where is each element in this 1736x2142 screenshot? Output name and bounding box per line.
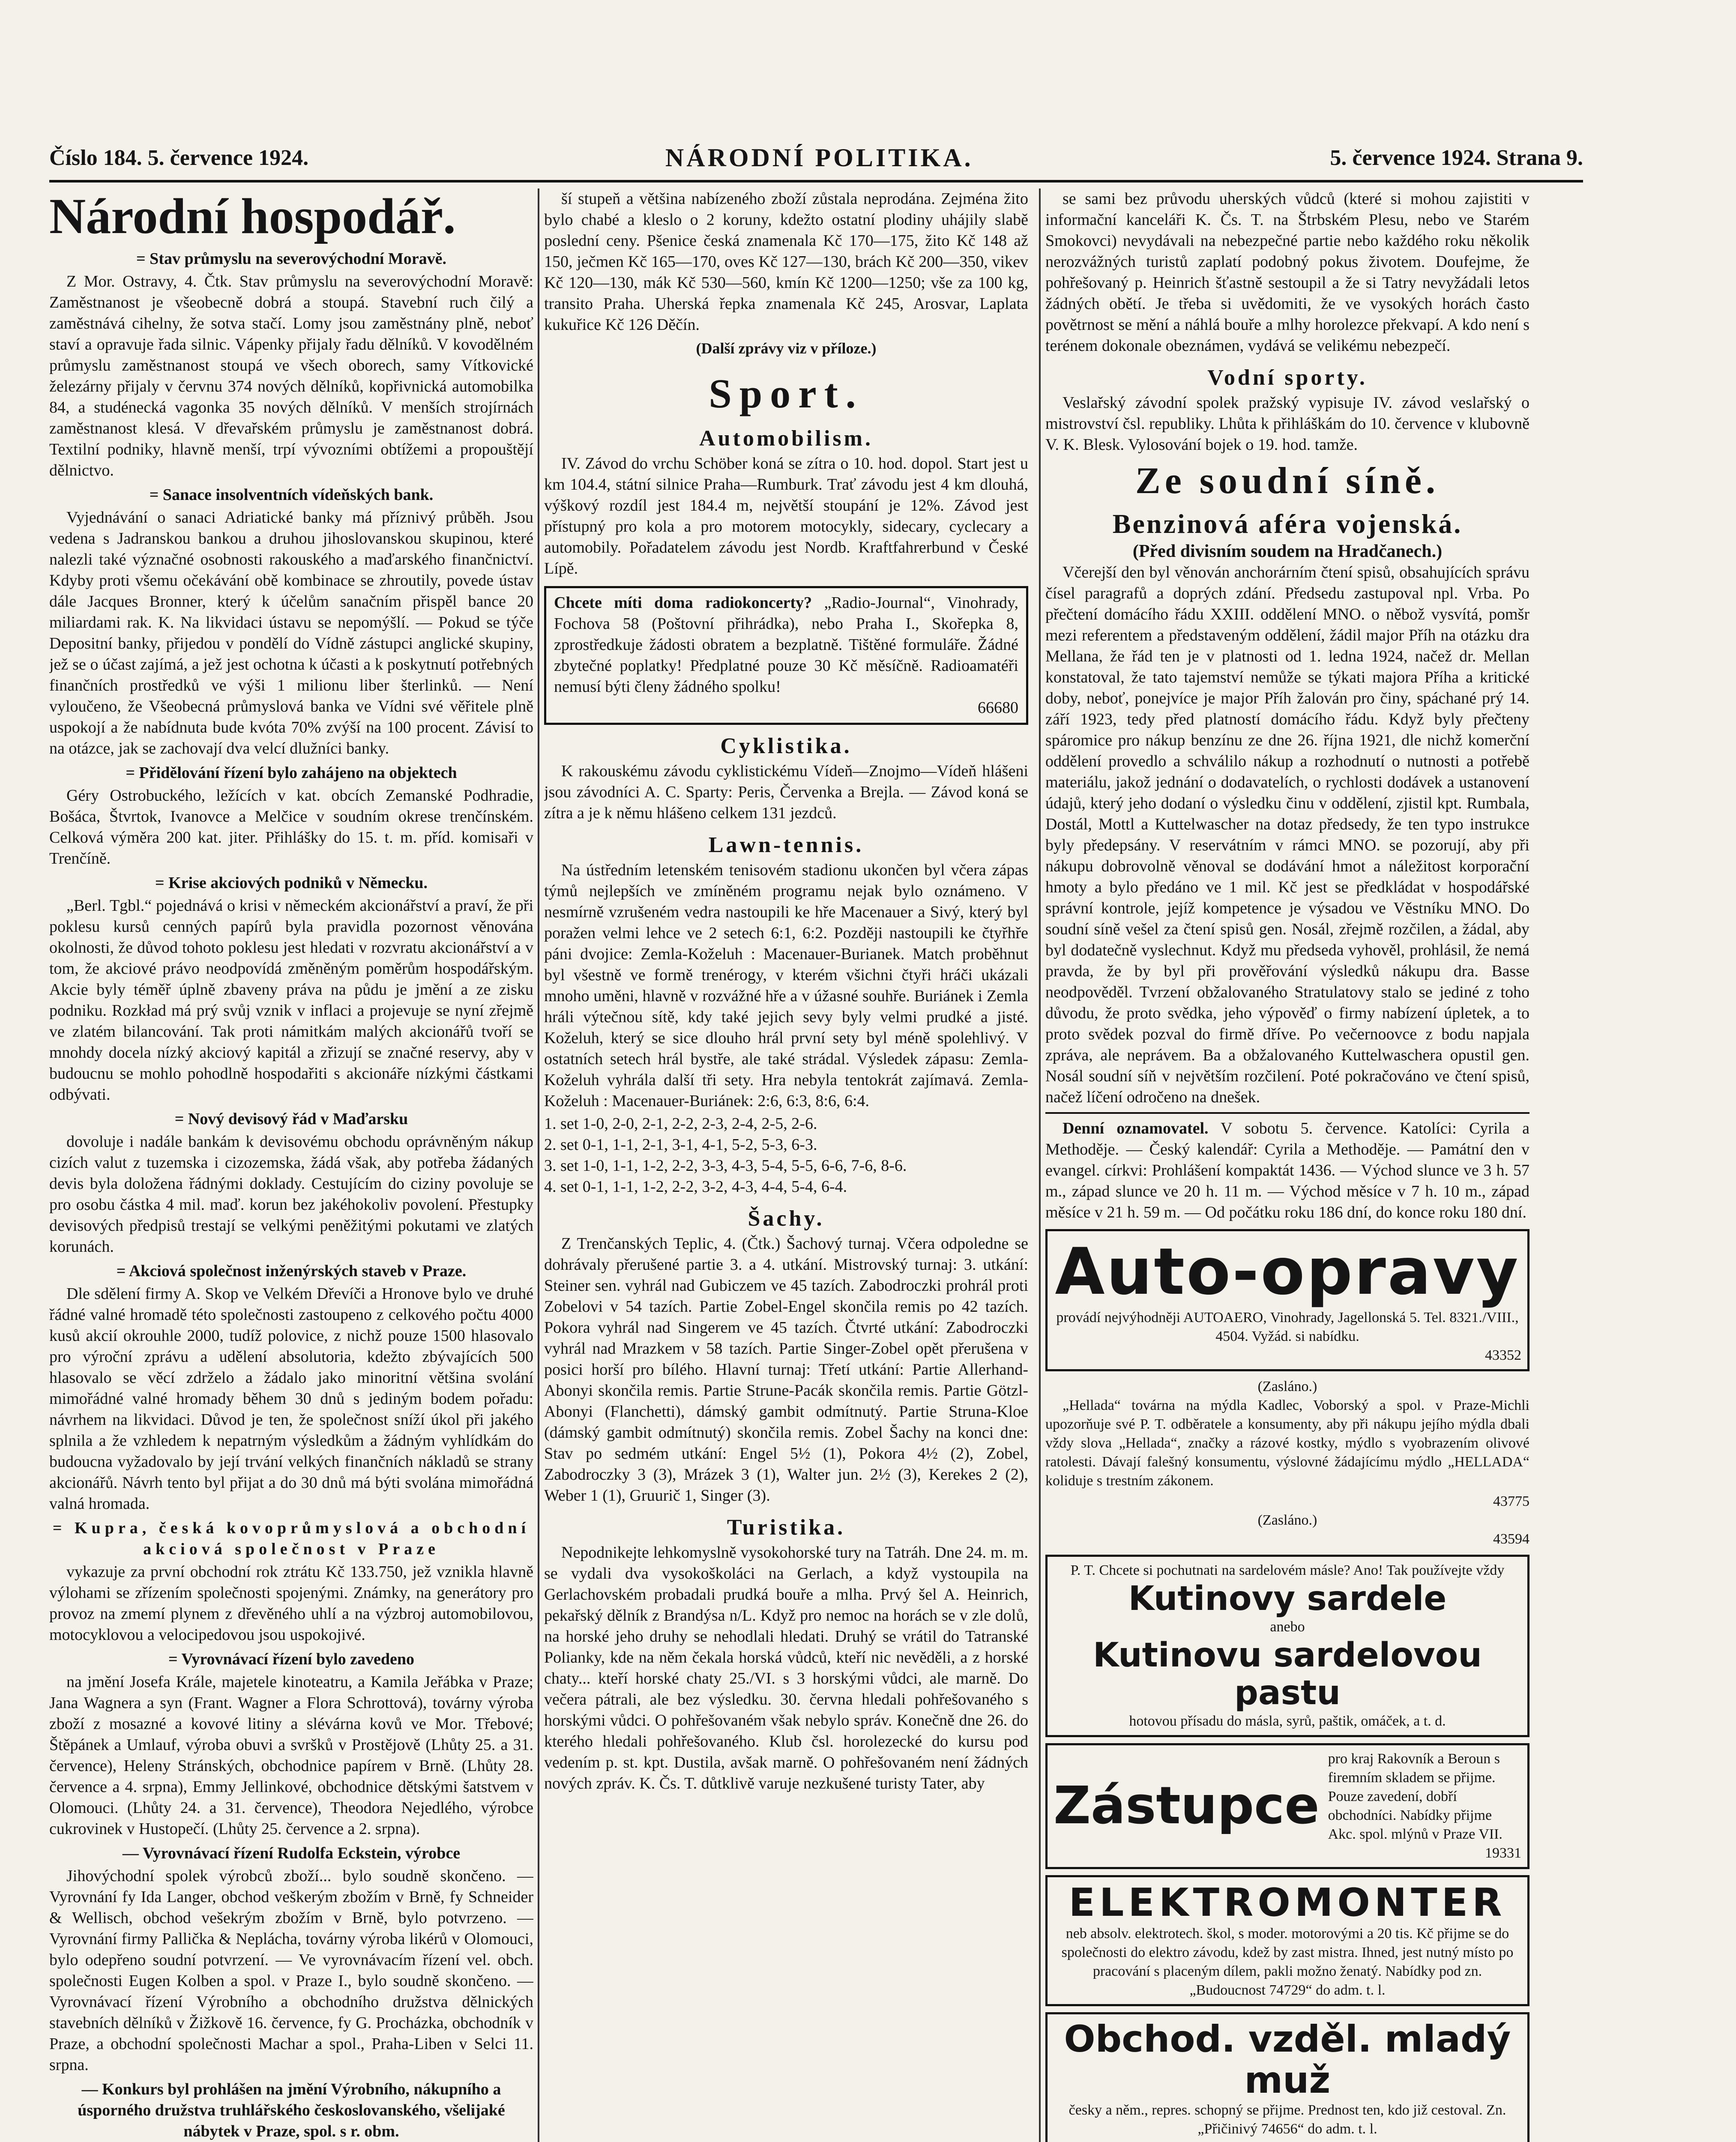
ad-title: Kutinovy sardele xyxy=(1128,1580,1447,1618)
article-text: IV. Závod do vrchu Schöber koná se zítra o 10. hod. dopol. Start jest u km 104.4, státní silnice Praha—Rumburk. Trať závodu jest 4 km dlouhá, výškový rozdíl jest 184.4 m, největší stoupání je 12%. Závod jest přístupný pro kola a pro motorem motocykly, sidecary, cyclecary a automobily. Pořadatelem závodu jest Nordb. Kraftfahrerbund v České Lípě. xyxy=(544,455,1028,577)
article-text: na jmění Josefa Krále, majetele kinoteatru, a Kamila Jeřábka v Praze; Jana Wagnera a syn (Frant. Wagner a Flora Schrottová), továrny výroba zboží z mosazné a kovové litiny a slévárna kovů ve Mor. Třebové; Štěpánek a Umlauf, výroba obuvi a svršků v Prostějově (Lhůty 25. a 31. července), Heleny Stránských, obchodnice papírem v Brně. (Lhůty 28. července a 4. srpna), Emmy Jellinkové, obchodnice dětskými šatstvem v Olomouci. (Lhůty 24. a 31. července), Theodora Nejedlého, výrobce cukrovinek v Hustopečí. (Lhůty 25. července a 2. srpna). xyxy=(49,1673,533,1838)
article-text: ší stupeň a většina nabízeného zboží zůstala neprodána. Zejména žito bylo chabé a kleslo o 2 koruny, kdežto ostatní plodiny uhájily slabě poslední ceny. Pšenice česká znamenala Kč 170—175, žito Kč 148 až 150, ječmen Kč 165—170, oves Kč 127—130, brách Kč 200—350, vikev Kč 120—130, mák Kč 530—560, kmín Kč 1200—1250; vše za 100 kg, transito Praha. Uherská řepka znamenala Kč 245, Arosvar, Laplata kukuřice Kč 126 Děčín. xyxy=(544,190,1028,334)
article-text: Vyjednávání o sanaci Adriatické banky má příznivý průběh. Jsou vedena s Jadranskou bankou a druhou jihoslovanskou skupinou, které nalezli také význačné osobnosti rakouského a maďarského finančnictví. Kdyby proti všemu očekávání obě kombinace se zhroutily, povede ústav dále Jacques Bronner, který k účelům sanačním přispěl bance 20 miliardami rak. K. Na likvidaci ústavu se nepomýšlí. — Pokud se týče Depositní banky, přijedou v pondělí do Vídně zástupci anglické skupiny, jež se o účast zajímá, a jež jest ochotna k účasti a k poskytnutí potřebných finančních prostředků ve výši 1 milionu liber šterlinků. — Není vyloučeno, že Všeobecná průmyslová banka ve Vídni své věřitele plně uspokojí a že nabídnuta bude kvóta 70% zvýší na 100 procent. Závisí to na otázce, jak se zachovají dva velcí dlužníci banky. xyxy=(49,509,533,757)
ad-text: provádí nejvýhodněji AUTOAERO, Vinohrady, Jagellonská 5. Tel. 8321./VIII., 4504. Vyžád. si nabídku. xyxy=(1056,1310,1519,1344)
column-2 xyxy=(544,188,1028,2142)
ad-text: „Radio-Journal“, Vinohrady, Fochova 58 (Poštovní přihrádka), nebo Praha I., Skořepka 8, zprostředkuje žádosti obratem a bezplatně. Tištěné formuláře. Žádné zbytečné poplatky! Předplatné pouze 30 Kč měsíčně. Radioamatéři nemusí býti členy žádného spolku! xyxy=(554,594,1019,696)
newspaper-title: NÁRODNÍ POLITIKA. xyxy=(665,143,973,172)
auto-repair-ad xyxy=(1045,1229,1529,1371)
article-text xyxy=(1045,1118,1529,1223)
ad-number: 43594 xyxy=(1493,1531,1529,1547)
ad-title: Zástupce xyxy=(1054,1776,1320,1836)
article-text: Na ústředním letenském tenisovém stadionu ukončen byl včera zápas týmů nejlepších ve zmíněném programu nejak bylo oznámeno. V nesmírně vzrušeném vedra nastoupili ke hře Macenauer a Sivý, který byl poražen velmi lehce ve 2 setech 6:1, 6:2. Později nastoupili ke čtyřhře páni dvojice: Zemla-Koželuh : Macenauer-Burianek. Match proběhnut byl všestně ve formě trenérogy, v kterém všichni čtyři hráči ukázali mnoho uměni, hlavně v rozvážné hře a v úžasné souhře. Buriánek i Zemla hráli výtečnou sítě, kdy také jejich sevy byly velmi prudké a jisté. Koželuh, který se sice dlouho hrál první sety byl méně spolehlivý. V ostatních setech hrál bystře, ale také strádal. Výsledek zápasu: Zemla-Koželuh vyhrála další tři sety. Hra nebyla tentokrát zajímavá. Zemla-Koželuh : Macenauer-Buriánek: 2:6, 6:3, 8:6, 6:4. xyxy=(544,861,1028,1110)
section-title: Sport. xyxy=(709,371,864,416)
ad-text: neb absolv. elektrotech. škol, s moder. motorovými a 20 tis. Kč přijme se do společnosti do elektro závodu, kdež by zast mistra. Ihned, jest nutný místo po pracování s placeným dílem, pakli možno ženatý. Nabídky pod zn. „Budoucnost 74729“ do adm. t. l. xyxy=(1061,1926,1514,1998)
calendar-text: V sobotu 5. července. Katolíci: Cyrila a Methoděje. — Český kalendář: Cyrila a Methoděje. — Památní den v evangel. církvi: Prohlášení kompaktát 1436. — Východ slunce ve 3 h. 57 m., západ slunce ve 20 h. 11 m. — Východ měsíce v 7 h. 10 m., západ měsíce v 21 h. 59 m. — Od počátku roku 186 dní, do konce roku 180 dní. xyxy=(1045,1119,1529,1221)
calendar-title: Denní oznamovatel. xyxy=(1063,1119,1209,1137)
article-text: Z Mor. Ostravy, 4. Čtk. Stav průmyslu na severovýchodní Moravě: Zaměstnanost je všeobecně dobrá a stoupá. Stavební ruch čilý a zaměstnává cihelny, že sotva stačí. Lomy jsou zaměstnány plně, neboť staví a opravuje řada silnic. Vápenky přijaly řadu dělníků. V kovodělném průmyslu zaměstnanost stoupá ve všech oborech, samy Vítkovické železárny přijaly v červnu 374 nových dělníků, kopřivnická automobilka 84, a studénecká vagonka 35 nových dělníků. V menších strojírnách zaměstnanost klesá. V dřevařském průmyslu je zaměstnanost dobrá. Textilní podniky, hlavně menší, trpí vývozními obtížemi a propouštějí dělnictvo. xyxy=(49,272,533,479)
article-heading: = Krise akciových podniků v Německu. xyxy=(155,874,428,892)
article-text: Géry Ostrobuckého, ležících v kat. obcích Zemanské Podhradie, Bošáca, Štvrtok, Ivanovce a Melčice v soudním okrese trenčínském. Celková výměra 200 kat. jiter. Přihlášky do 15. t. m. příd. komisaři v Trenčíně. xyxy=(49,787,533,868)
ad-title: ELEKTROMONTER xyxy=(1069,1880,1506,1925)
tennis-score-line: 3. set 1-0, 1-1, 1-2, 2-2, 3-3, 4-3, 5-4, 5-5, 6-6, 7-6, 8-6. xyxy=(544,1157,907,1175)
article-text: Nepodnikejte lehkomyslně vysokohorské tury na Tatráh. Dne 24. m. m. se vydali dva vysokoškoláci na Gerlach, a když vystoupila na Gerlachovském probadali prudká bouře a mlha. Prvý šel A. Heinrich, pekařský dělník z Brandýsa n/L. Když pro nemoc na horách se v zle dolů, na horské jeho druhy se nehodlali hledati. Druhý se vrátil do Tatranské Polianky, kde na něm čekala horská vůdců, kteří nic nevěděli, a z horské chaty... kteří horské chaty 25./VI. s 3 horskými vůdci, ale marně. Do večera pátrali, ale bez výsledku. 30. června hledali pohřešovaného s horskými vůdci. O pohřešovaném však nebylo správ. Konečně dne 26. do kterého hledali pohřešovaného. Klub čsl. horolezecké do kursu pod vedením p. st. kpt. Dustila, avšak marně. O pohřešovaném není žádných nových zpráv. K. Čs. T. důtklivě varuje nezkušené turisty Tater, aby xyxy=(544,1544,1028,1792)
article-text: Včerejší den byl věnován anchorárním čtení spisů, obsahujících správu čísel paragrafů a doprých zdání. Předsedu zastupoval npl. Vrba. Po přečtení domácího řádu XXIII. oddělení MNO. o něbož vysvítá, pomšr mezi referentem a představeným oddělení, žádil major Příh na otázku dra Mellana, že řád ten je v platnosti od 1. ledna 1924, načež dr. Mellan konstatoval, že tato tajemství nemůže se týkati majora Příha a kritické doby, neboť, ponejvíce je major Příh žalován pro činy, spáchané prý 14. září 1923, tedy před platností domácího řádu. Když byly přečteny spáromice pro nákup benzínu ze dne 26. října 1921, dle nichž komerční oddělení provedlo a schválilo nákup a rozhodnutí o nutnosti a potřebě materiálu, jakož jednání o dodavatelích, o rychlosti dodávek a ustanovení údajů, který jeho dodaní o výsledku činu v oddělení, zjistil kpt. Rumbala, Dostál, Mottl a Kuttelwascher na dotaz předsedy, že ten typo instrukce byly předepsány. V reservátním v rámci MNO. se pozorují, aby při nákupu dobrovolně věnoval se dodávání hmot a náležitost korporační hmoty a bylo předáno ve 1 mil. Kč jest se předkládat v hospodářské správní kontrole, jejíž kompetence je výsadou ve Věstníku MNO. Do soudní síně vešel za čtení spisů gen. Nosál, zřejmě rozčilen, a žádal, aby byl dodatečně vyslechnut. Když mu předseda vyhověl, prohlásil, že nemá pravda, že by byl při prověřování výsledků nákupu dra. Basse neodpověděl. Tvrzení obžalovaného Stratulatovy stalo se jediné z toho důvodu, že proto svědka, jeho výpověď o firmy nabízení úpletek, a to proto svědek pozval do firmě dříve. Po večernoovce z bodu napjala zpráva, ale neprávem. Ba a obžalovaného Kuttelwaschera opustil gen. Nosál soudní síň v největším rozčilení. Poté pokračováno ve čtení spisů, načež líčení odročeno na dnešek. xyxy=(1045,563,1529,1106)
ad-number: 66680 xyxy=(978,699,1018,717)
ad-title: Auto-opravy xyxy=(1055,1235,1520,1309)
article-text: Veslařský závodní spolek pražský vypisuje IV. závod veslařský o mistrovství čsl. republiky. Lhůta k přihláškám do 10. července v klubovně V. K. Blesk. Vylosování bojek o 19. hod. tamže. xyxy=(1045,394,1529,454)
article-heading: = Přidělování řízení bylo zahájeno na objektech xyxy=(126,764,457,782)
subsection-title: Lawn-tennis. xyxy=(708,833,864,857)
issue-info: Číslo 184. 5. července 1924. xyxy=(49,145,309,170)
subsection-title: Cyklistika. xyxy=(720,734,852,758)
ad-title: Kutinovu sardelovou pastu xyxy=(1093,1636,1482,1712)
ad-heading: Chcete míti doma radiokoncerty? xyxy=(554,594,812,612)
article-heading: Benzinová aféra vojenská. xyxy=(1112,509,1463,539)
article-text: Jihovýchodní spolek výrobců zboží... bylo soudně skončeno. — Vyrovnání fy Ida Langer, obchod veškerým zbožím v Brně, fy Schneider & Wellisch, obchod vešekrým zbožím v Brně, bylo potvrzeno. — Vyrovnání firmy Pallička & Neplácha, továrny výroba likérů v Olomouci, bylo odepřeno soudní potvrzení. — Ve vyrovnávacím řízení vel. obch. společnosti Eugen Kolben a spol. v Praze I., bylo soudně skončeno. — Vyrovnávací řízení Výrobního a obchodního družstva dělnických stavebních dělníků v Žižkově 16. července, fy G. Procházka, obchodník v Praze, a obchodní společnosti Machar a spol., Praha-Liben v Selci 11. srpna. xyxy=(49,1867,533,2074)
subsection-title: Automobilism. xyxy=(699,426,873,451)
article-heading: — Konkurs byl prohlášen na jmění Výrobního, nákupního a úsporného družstva truhlářského českoslovanského, všelijaké nábytek v Praze, spol. s r. obm. xyxy=(78,2080,505,2140)
sardine-ad xyxy=(1045,1555,1529,1737)
article-text: Dle sdělení firmy A. Skop ve Velkém Dřevíči a Hronove bylo ve druhé řádné valné hromadě této společnosti zastoupeno z celkového počtu 4000 kusů akcií okrouhle 2000, tudíž polovice, z nichž pouze 1500 hlasovalo pro výroční zprávu a udělení absolutoria, kdežto zbývajících 500 hlasovalo se věcí zdrželo a žádalo jako minoritní většina svolání mimořádné valné hromady během 30 dnů s jediným bodem pořadu: návrhem na likvidaci. Důvod je ten, že společnost sníží úkol při jakého splnila a že vzhledem k nepatrným výsledkům a žádným vyhlídkám do budoucna vyžadovalo by její trvání velkých finančních nákladů se strany akcionářů. Návrh tento byl přijat a do 30 dnů má býti svolána mimořádná valná hromada. xyxy=(49,1285,533,1513)
paid-notice-label: (Zasláno.) xyxy=(1257,1512,1317,1528)
article-heading: = Sanace insolventních vídeňských bank. xyxy=(149,486,434,504)
divider xyxy=(1045,1112,1529,1114)
article-text: se sami bez průvodu uherských vůdců (které si mohou zajistiti v informační kanceláři K. Čs. T. na Štrbském Plesu, nebo ve Starém Smokovci) nevydávali na nebezpečné partie nebo každého roku několik nerozvážných turistů zaplatí podobný pokus životem. Doufejme, že pohřešovaný p. Heinrich šťastně sestoupil a že si Tatry nevyžádali letos žádných obětí. Je třeba si uvědomiti, že ve vysokých horách často povětrnost se mění a náhlá bouře a mlhy horolezce překvapí. A kdo není s terénem dokonale obeznámen, vydává se velikému nebezpečí. xyxy=(1045,190,1529,355)
article-heading: = Stav průmyslu na severovýchodní Moravě. xyxy=(136,250,446,268)
page-info: 5. července 1924. Strana 9. xyxy=(1330,145,1583,170)
article-heading: — Vyrovnávací řízení Rudolfa Eckstein, výrobce xyxy=(122,1844,461,1862)
ad-connector: anebo xyxy=(1270,1619,1305,1635)
article-text: „Berl. Tgbl.“ pojednává o krisi v německém akcionářství a praví, že při poklesu kursů cenných papírů byla pravidla pozornost věnována okolnosti, že důvod tohoto poklesu jest hledati v rozvratu akcionářství a v tom, že akciové právo neodpovídá změněným poměrům hospodářským. Akcie byly téměř úplně zbaveny práva na půdu je jmění a ze zisku podniku. Rozkład má prý svůj vznik v inflaci a projevuje se nyní zřejmě ve zlatém bilancování. Tak proti námitkám malých akcionářů tvoří se mnohdy docela nízký akciový kapitál a zřizují se značné reservy, aby v budoucnu se mohlo pohodlně hospodařiti s akcionáře nízkými částkami odbývati. xyxy=(49,897,533,1104)
article-heading: = Vyrovnávací řízení bylo zavedeno xyxy=(168,1650,415,1668)
radio-ad xyxy=(544,586,1028,725)
ad-number: 43775 xyxy=(1493,1493,1529,1509)
section-title: Ze soudní síně. xyxy=(1135,460,1440,502)
article-text: K rakouskému závodu cyklistickému Vídeň—Znojmo—Vídeň hlášeni jsou závodníci A. C. Sparty: Peris, Červenka a Brejla. — Závod koná se zítra a je k němu hlášeno celkem 131 jezdců. xyxy=(544,762,1028,822)
clerk-ad xyxy=(1045,2012,1529,2142)
ad-heading: P. T. Chcete si pochutnati na sardelovém másle? Ano! Tak používejte vždy xyxy=(1070,1562,1505,1578)
ad-text: česky a něm., repres. schopný se přijme. Prednost ten, kdo již cestoval. Zn. „Přičinivý 74656“ do adm. t. l. xyxy=(1069,2102,1506,2137)
column-divider xyxy=(538,188,539,2142)
article-text: dovoluje i nadále bankám k devisovému obchodu oprávněným nákup cizích valut z tuzemska i cizozemska, žádá však, aby potřeba žádaných devis byla doložena řádnými doklady. Cestujícím do ciziny povoluje se pro osobu částka 4 mil. maď. korun bez jakéhokoliv povolení. Přestupky devisových předpisů trestají se velkými peněžitými pokutami ve zlatých korunách. xyxy=(49,1133,533,1256)
subsection-title: Turistika. xyxy=(727,1515,846,1540)
ad-number: 43352 xyxy=(1485,1347,1521,1363)
column-1 xyxy=(49,188,533,2142)
ad-text: hotovou přísadu do másla, syrů, paštik, omáček, a t. d. xyxy=(1129,1713,1446,1729)
tennis-score-line: 1. set 1-0, 2-0, 2-1, 2-2, 2-3, 2-4, 2-5, 2-6. xyxy=(544,1115,817,1133)
article-heading: = Akciová společnost inženýrských staveb v Praze. xyxy=(116,1262,467,1280)
article-text: vykazuje za první obchodní rok ztrátu Kč 133.750, jež vznikla hlavně výlohami se zřízením společnosti spojenými. Známky, na generátory pro provoz na zmemí plynem z dřevěného uhlí a na výzbroj automobilovou, motocyklovou a velocipedovou jsou uspokojivé. xyxy=(49,1563,533,1644)
tennis-score-line: 2. set 0-1, 1-1, 2-1, 3-1, 4-1, 5-2, 5-3, 6-3. xyxy=(544,1136,817,1154)
paid-notice-label: (Zasláno.) xyxy=(1257,1379,1317,1394)
subsection-title: Vodní sporty. xyxy=(1207,365,1368,390)
hellada-notice: „Hellada“ továrna na mýdla Kadlec, Voborský a spol. v Praze-Michli upozorňuje své P. T. odběratele a konsumenty, aby při nákupu jejího mýdla dbali vždy slova „Hellada“, značky a rázové kostky, mýdlo s vyobrazením olivové ratolesti. Dávají falešný konsumentu, výslovné žádajícímu mýdlo „HELLADA“ koliduje s trestním zákonem. xyxy=(1045,1397,1529,1489)
section-title: Národní hospodář. xyxy=(49,188,456,244)
article-text: Z Trenčanských Teplic, 4. (Čtk.) Šachový turnaj. Včera odpoledne se dohrávaly přerušené partie 3. a 4. utkání. Mistrovský turnaj: 3. utkání: Steiner sen. vyhrál nad Gubiczem ve 45 tazích. Zabodroczki prohrál proti Zobelovi v 54 tazích. Partie Zobel-Engel skončila remis po 42 tazích. Pokora vyhrál nad Singerem ve 45 tazích. Čtvrté utkání: Zabodroczki vyhrál nad Mrazkem v 58 tazích. Partie Singer-Zobel opět přerušena v posici horší pro bílého. Hlavní turnaj: Třetí utkání: Partie Allerhand-Abonyi skončila remis. Partie Strune-Pacák skončila remis. Partie Götzl-Abonyi (Flanchetti), dámský gambit odmítnutý. Partie Struna-Kloe (dámský gambit odmítnutý) skončila remis. Zobel Šachy na konci dne: Stav po sedmém utkání: Engel 5½ (1), Pokora 4½ (2), Zobel, Zabodroczky 3 (3), Mrázek 3 (1), Walter jun. 2½ (3), Kerekes 2 (2), Weber 1 (1), Gruurič 1, Singer (3). xyxy=(544,1235,1028,1505)
electrician-ad xyxy=(1045,1875,1529,2006)
column-3 xyxy=(1045,188,1529,2142)
tennis-score-line: 4. set 0-1, 1-1, 1-2, 2-2, 3-2, 4-3, 4-4, 5-4, 6-4. xyxy=(544,1178,847,1196)
ad-number: 19331 xyxy=(1485,1845,1521,1861)
page-header xyxy=(49,136,1583,179)
subsection-title: Šachy. xyxy=(748,1206,825,1231)
article-subheading: (Před divisním soudem na Hradčanech.) xyxy=(1132,541,1443,561)
more-news-note: (Další zprávy viz v příloze.) xyxy=(696,340,877,357)
header-rule xyxy=(49,180,1583,182)
representative-ad xyxy=(1045,1743,1529,1869)
ad-text: pro kraj Rakovník a Beroun s firemním skladem se přijme. Pouze zavedení, dobří obchodníci. Nabídky přijme Akc. spol. mlýnů v Praze VII. xyxy=(1328,1751,1503,1842)
column-divider xyxy=(1039,188,1041,2142)
ad-title: Obchod. vzděl. mladý muž xyxy=(1064,2018,1511,2102)
article-heading: = Nový devisový řád v Maďarsku xyxy=(174,1110,408,1128)
article-heading: = Kupra, česká kovoprůmyslová a obchodní akciová společnost v Praze xyxy=(52,1519,530,1558)
